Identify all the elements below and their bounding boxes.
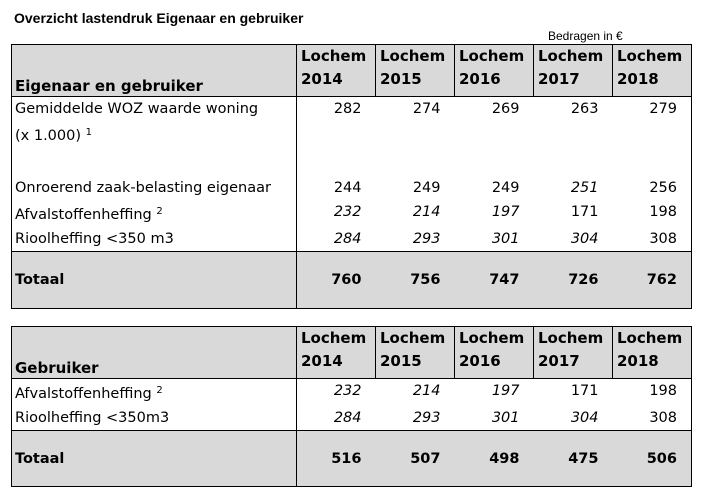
cell-value: 498 xyxy=(455,431,534,487)
year-value: 2017 xyxy=(538,70,580,88)
table-eigenaar-gebruiker xyxy=(11,44,692,309)
row-label-text: Afvalstoffenheffing xyxy=(15,206,152,223)
year-header xyxy=(613,45,692,97)
year-value: 2015 xyxy=(380,70,422,88)
footnote-marker: 1 xyxy=(85,127,92,138)
footnote-marker: 2 xyxy=(156,385,163,396)
cell-value: 249 xyxy=(412,179,441,196)
year-town: Lochem xyxy=(301,329,367,347)
cell-value: 263 xyxy=(570,101,599,117)
cell-value: 293 xyxy=(412,230,441,247)
year-town: Lochem xyxy=(459,329,525,347)
year-value: 2018 xyxy=(617,70,659,88)
cell-value: 249 xyxy=(491,179,520,196)
cell-value: 516 xyxy=(297,431,376,487)
cell-value: 198 xyxy=(649,383,677,399)
cell-value: 308 xyxy=(649,410,677,426)
cell-value: 475 xyxy=(534,431,613,487)
table-row-woz xyxy=(12,97,692,176)
year-town: Lochem xyxy=(617,47,683,65)
row-label: Rioolheffing <350m3 xyxy=(12,406,297,431)
page-title: Overzicht lastendruk Eigenaar en gebruiker xyxy=(14,10,304,26)
cell-value: 726 xyxy=(534,251,613,308)
year-town: Lochem xyxy=(538,329,604,347)
row-label: Onroerend zaak-belasting eigenaar xyxy=(12,176,297,200)
year-header xyxy=(376,327,455,379)
table-header-label: Gebruiker xyxy=(12,327,297,379)
year-value: 2014 xyxy=(301,70,343,88)
cell-value: 171 xyxy=(570,203,599,220)
cell-value: 747 xyxy=(455,251,534,308)
year-value: 2014 xyxy=(301,352,343,370)
cell-value: 251 xyxy=(570,179,599,196)
footnote-marker: 2 xyxy=(156,205,163,217)
table-header-label: Eigenaar en gebruiker xyxy=(12,45,297,97)
cell-value: 284 xyxy=(333,410,362,426)
cell-value: 301 xyxy=(491,230,520,247)
cell-value: 232 xyxy=(333,383,362,399)
cell-value: 244 xyxy=(333,179,362,196)
year-town: Lochem xyxy=(459,47,525,65)
cell-value: 197 xyxy=(491,383,520,399)
table-header-row xyxy=(12,45,692,97)
cell-value: 197 xyxy=(491,203,520,220)
row-label xyxy=(12,200,297,227)
year-value: 2016 xyxy=(459,352,501,370)
cell-value: 232 xyxy=(333,203,362,220)
table-row-ozb xyxy=(12,176,692,200)
cell-value: 301 xyxy=(491,410,520,426)
row-label-line2: (x 1.000) xyxy=(15,128,82,144)
year-header xyxy=(613,327,692,379)
cell-value: 269 xyxy=(491,101,520,117)
year-town: Lochem xyxy=(538,47,604,65)
year-header xyxy=(534,45,613,97)
cell-value: 282 xyxy=(333,101,362,117)
cell-value: 756 xyxy=(376,251,455,308)
year-town: Lochem xyxy=(380,329,446,347)
table-row-total xyxy=(12,431,692,487)
row-label-text: Afvalstoffenheffing xyxy=(15,386,152,402)
cell-value: 762 xyxy=(613,251,692,308)
row-label xyxy=(12,97,297,176)
cell-value: 284 xyxy=(333,230,362,247)
table-header-row xyxy=(12,327,692,379)
cell-value: 304 xyxy=(570,230,599,247)
cell-value: 198 xyxy=(649,203,677,220)
year-header xyxy=(376,45,455,97)
row-label: Rioolheffing <350 m3 xyxy=(12,227,297,252)
year-value: 2017 xyxy=(538,352,580,370)
cell-value: 214 xyxy=(412,203,441,220)
table-row-total xyxy=(12,251,692,308)
year-header xyxy=(297,45,376,97)
table-gebruiker xyxy=(11,326,692,487)
row-label xyxy=(12,379,297,407)
year-value: 2016 xyxy=(459,70,501,88)
year-header xyxy=(455,45,534,97)
table-row-riool xyxy=(12,406,692,431)
cell-value: 279 xyxy=(649,101,677,117)
cell-value: 760 xyxy=(297,251,376,308)
year-header xyxy=(534,327,613,379)
currency-note: Bedragen in € xyxy=(548,29,623,43)
table-row-riool xyxy=(12,227,692,252)
row-label-line1: Gemiddelde WOZ waarde woning xyxy=(15,101,259,117)
row-label: Totaal xyxy=(12,431,297,487)
year-header xyxy=(297,327,376,379)
table-row-afval xyxy=(12,200,692,227)
cell-value: 214 xyxy=(412,383,441,399)
table-row-afval xyxy=(12,379,692,407)
cell-value: 304 xyxy=(570,410,599,426)
cell-value: 274 xyxy=(412,101,441,117)
cell-value: 308 xyxy=(649,230,677,247)
year-town: Lochem xyxy=(617,329,683,347)
cell-value: 293 xyxy=(412,410,441,426)
cell-value: 507 xyxy=(376,431,455,487)
cell-value: 171 xyxy=(570,383,599,399)
year-value: 2018 xyxy=(617,352,659,370)
year-town: Lochem xyxy=(380,47,446,65)
year-town: Lochem xyxy=(301,47,367,65)
year-value: 2015 xyxy=(380,352,422,370)
cell-value: 256 xyxy=(649,179,677,196)
cell-value: 506 xyxy=(613,431,692,487)
row-label: Totaal xyxy=(12,251,297,308)
year-header xyxy=(455,327,534,379)
